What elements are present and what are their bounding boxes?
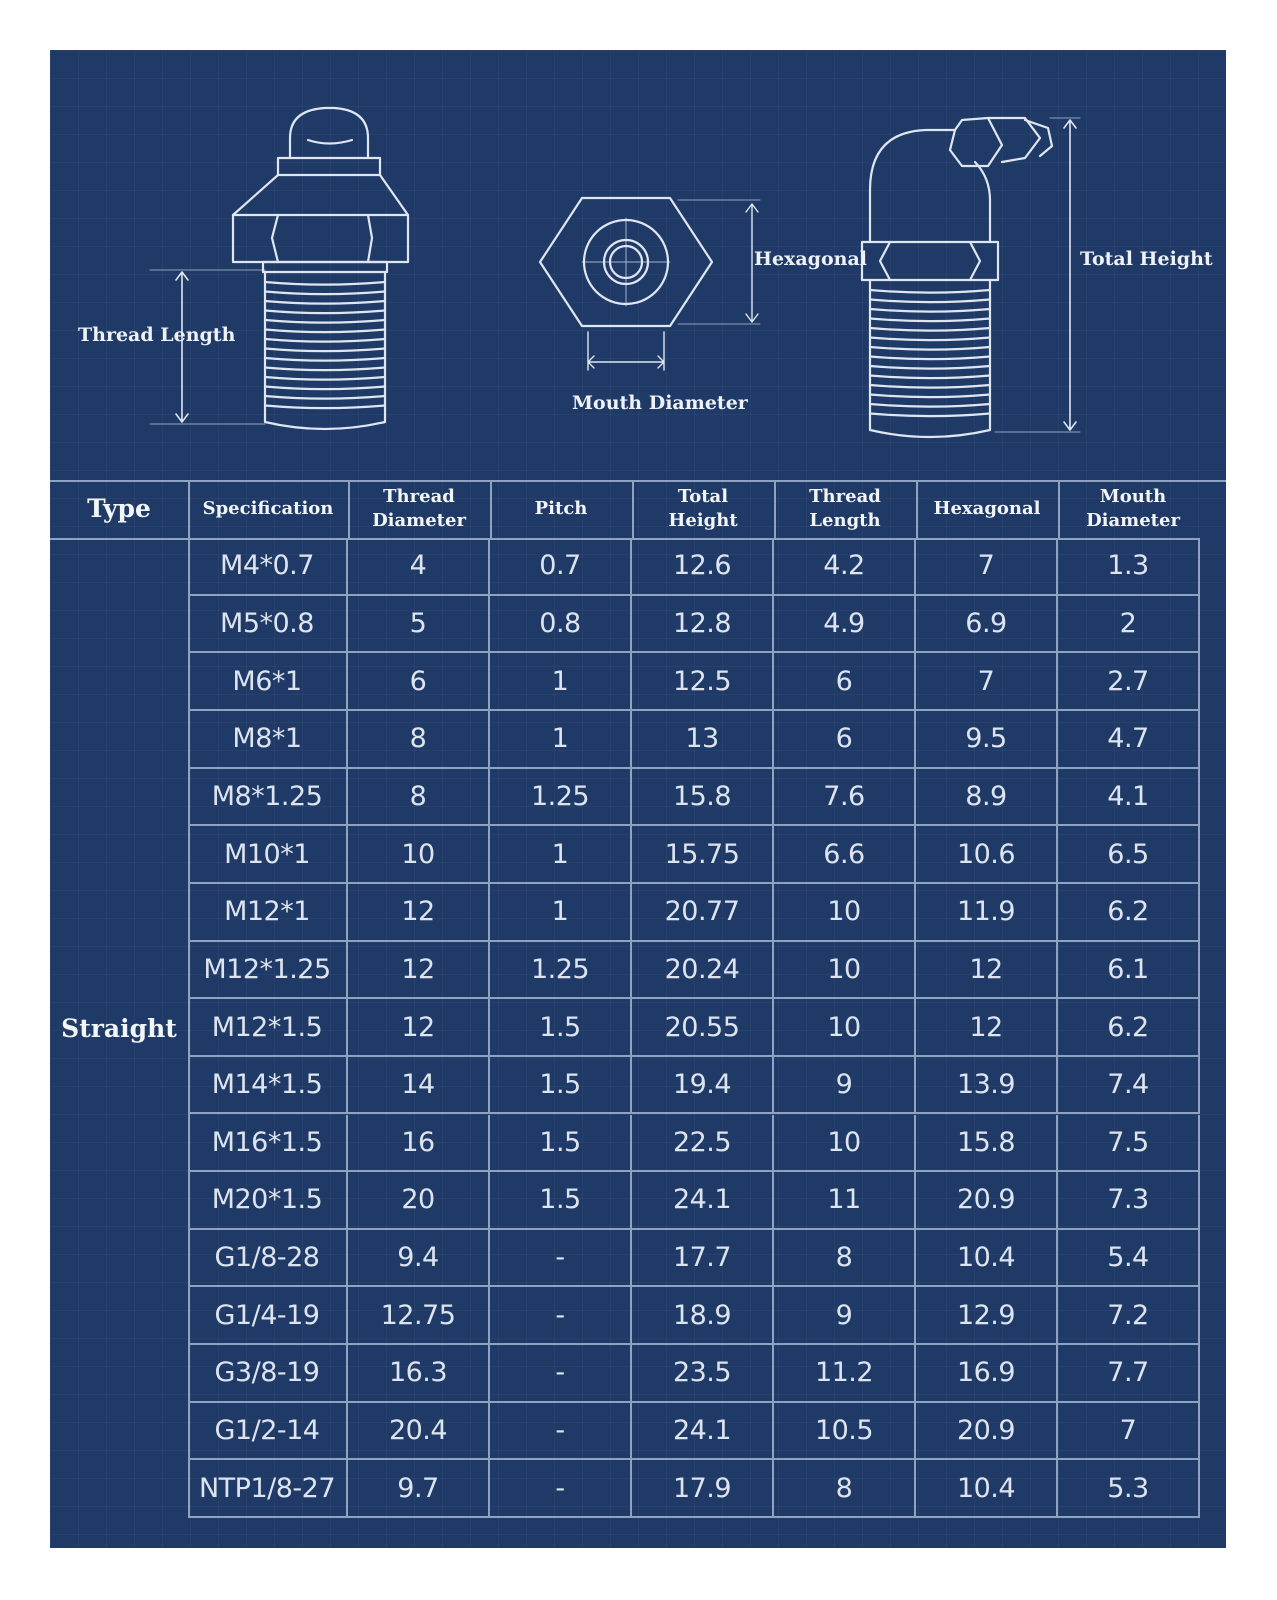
hexagonal-cell: 20.9 — [916, 1403, 1058, 1461]
thread-length-cell: 4.9 — [774, 596, 916, 654]
mouth-diameter-cell: 4.7 — [1058, 711, 1200, 769]
thread-length-cell: 8 — [774, 1460, 916, 1518]
header-divider — [490, 480, 492, 538]
pitch-cell: 1 — [490, 653, 632, 711]
pitch-cell: 1 — [490, 826, 632, 884]
hexagonal-cell: 15.8 — [916, 1115, 1058, 1173]
hexagonal-cell: 10.4 — [916, 1460, 1058, 1518]
header-divider — [1058, 480, 1060, 538]
mouth-diameter-cell: 7.3 — [1058, 1172, 1200, 1230]
hexagonal-cell: 12 — [916, 999, 1058, 1057]
thread-length-cell: 10.5 — [774, 1403, 916, 1461]
header-thread-length: Thread Length — [809, 486, 881, 531]
thread-length-cell: 7.6 — [774, 769, 916, 827]
hexagonal-cell: 9.5 — [916, 711, 1058, 769]
mouth-diameter-cell: 7.7 — [1058, 1345, 1200, 1403]
total-height-cell: 17.7 — [632, 1230, 774, 1288]
header-divider — [916, 480, 918, 538]
thread-length-cell: 10 — [774, 1115, 916, 1173]
header-total-height: Total Height — [668, 486, 738, 531]
total-height-cell: 24.1 — [632, 1172, 774, 1230]
thread-diameter-cell: 20.4 — [348, 1403, 490, 1461]
pitch-cell: - — [490, 1460, 632, 1518]
thread-diameter-cell: 10 — [348, 826, 490, 884]
thread-diameter-cell: 12 — [348, 884, 490, 942]
pitch-cell: 1.25 — [490, 942, 632, 1000]
header-type: Type — [87, 494, 151, 523]
mouth-diameter-cell: 2.7 — [1058, 653, 1200, 711]
hexagonal-cell: 12.9 — [916, 1287, 1058, 1345]
thread-length-cell: 11.2 — [774, 1345, 916, 1403]
thread-length-cell: 4.2 — [774, 538, 916, 596]
hexagonal-cell: 11.9 — [916, 884, 1058, 942]
mouth-diameter-cell: 6.2 — [1058, 884, 1200, 942]
hexagonal-cell: 16.9 — [916, 1345, 1058, 1403]
hexagon-top-view-icon — [540, 198, 760, 370]
thread-length-label: Thread Length — [78, 324, 236, 346]
mouth-diameter-cell: 1.3 — [1058, 538, 1200, 596]
straight-fitting-icon — [150, 108, 408, 429]
thread-diameter-cell: 12 — [348, 999, 490, 1057]
total-height-cell: 20.24 — [632, 942, 774, 1000]
spec-cell: M12*1.25 — [188, 942, 348, 1000]
pitch-cell: 1.5 — [490, 1115, 632, 1173]
hexagonal-cell: 10.6 — [916, 826, 1058, 884]
header-divider — [348, 480, 350, 538]
mouth-diameter-label: Mouth Diameter — [572, 392, 748, 414]
spec-cell: G1/2-14 — [188, 1403, 348, 1461]
spec-cell: M12*1 — [188, 884, 348, 942]
mouth-diameter-cell: 7 — [1058, 1403, 1200, 1461]
thread-diameter-cell: 12 — [348, 942, 490, 1000]
spec-cell: M6*1 — [188, 653, 348, 711]
spec-cell: M12*1.5 — [188, 999, 348, 1057]
thread-length-cell: 10 — [774, 999, 916, 1057]
hexagonal-cell: 13.9 — [916, 1057, 1058, 1115]
mouth-diameter-cell: 5.4 — [1058, 1230, 1200, 1288]
hexagonal-cell: 20.9 — [916, 1172, 1058, 1230]
total-height-cell: 15.75 — [632, 826, 774, 884]
thread-length-cell: 8 — [774, 1230, 916, 1288]
thread-length-cell: 6.6 — [774, 826, 916, 884]
thread-length-cell: 11 — [774, 1172, 916, 1230]
header-pitch: Pitch — [534, 498, 588, 519]
pitch-cell: 1 — [490, 884, 632, 942]
total-height-cell: 12.5 — [632, 653, 774, 711]
angled-fitting-icon — [862, 118, 1080, 437]
hexagonal-cell: 12 — [916, 942, 1058, 1000]
total-height-cell: 15.8 — [632, 769, 774, 827]
spec-cell: G1/8-28 — [188, 1230, 348, 1288]
thread-diameter-cell: 16.3 — [348, 1345, 490, 1403]
spec-cell: M8*1 — [188, 711, 348, 769]
hexagonal-cell: 7 — [916, 653, 1058, 711]
pitch-cell: 1.25 — [490, 769, 632, 827]
total-height-cell: 20.55 — [632, 999, 774, 1057]
mouth-diameter-cell: 7.2 — [1058, 1287, 1200, 1345]
total-height-cell: 22.5 — [632, 1115, 774, 1173]
pitch-cell: - — [490, 1403, 632, 1461]
thread-diameter-cell: 6 — [348, 653, 490, 711]
hexagonal-label: Hexagonal — [754, 248, 867, 270]
hexagonal-cell: 8.9 — [916, 769, 1058, 827]
header-hexagonal: Hexagonal — [933, 498, 1041, 519]
mouth-diameter-cell: 6.2 — [1058, 999, 1200, 1057]
header-thread-diameter: Thread Diameter — [372, 486, 466, 531]
pitch-cell: 1.5 — [490, 1057, 632, 1115]
thread-length-cell: 9 — [774, 1287, 916, 1345]
total-height-cell: 13 — [632, 711, 774, 769]
mouth-diameter-cell: 2 — [1058, 596, 1200, 654]
spec-sheet-panel — [50, 50, 1226, 1548]
pitch-cell: 1 — [490, 711, 632, 769]
spec-cell: M8*1.25 — [188, 769, 348, 827]
total-height-cell: 18.9 — [632, 1287, 774, 1345]
mouth-diameter-cell: 4.1 — [1058, 769, 1200, 827]
pitch-cell: 1.5 — [490, 999, 632, 1057]
spec-cell: M5*0.8 — [188, 596, 348, 654]
hexagonal-cell: 6.9 — [916, 596, 1058, 654]
thread-diameter-cell: 8 — [348, 769, 490, 827]
fitting-diagrams — [50, 50, 1226, 480]
thread-length-cell: 6 — [774, 711, 916, 769]
mouth-diameter-cell: 7.5 — [1058, 1115, 1200, 1173]
hexagonal-cell: 10.4 — [916, 1230, 1058, 1288]
spec-cell: G3/8-19 — [188, 1345, 348, 1403]
spec-cell: M14*1.5 — [188, 1057, 348, 1115]
thread-length-cell: 9 — [774, 1057, 916, 1115]
pitch-cell: 1.5 — [490, 1172, 632, 1230]
thread-diameter-cell: 5 — [348, 596, 490, 654]
thread-diameter-cell: 9.7 — [348, 1460, 490, 1518]
spec-cell: NTP1/8-27 — [188, 1460, 348, 1518]
total-height-cell: 20.77 — [632, 884, 774, 942]
spec-cell: M20*1.5 — [188, 1172, 348, 1230]
pitch-cell: - — [490, 1287, 632, 1345]
thread-diameter-cell: 20 — [348, 1172, 490, 1230]
total-height-cell: 17.9 — [632, 1460, 774, 1518]
total-height-cell: 12.8 — [632, 596, 774, 654]
spec-cell: M16*1.5 — [188, 1115, 348, 1173]
thread-diameter-cell: 9.4 — [348, 1230, 490, 1288]
mouth-diameter-cell: 7.4 — [1058, 1057, 1200, 1115]
thread-diameter-cell: 16 — [348, 1115, 490, 1173]
pitch-cell: - — [490, 1345, 632, 1403]
spec-cell: M10*1 — [188, 826, 348, 884]
mouth-diameter-cell: 6.5 — [1058, 826, 1200, 884]
spec-cell: M4*0.7 — [188, 538, 348, 596]
mouth-diameter-cell: 5.3 — [1058, 1460, 1200, 1518]
type-straight-cell: Straight — [61, 1013, 177, 1043]
thread-length-cell: 10 — [774, 942, 916, 1000]
spec-cell: G1/4-19 — [188, 1287, 348, 1345]
thread-length-cell: 10 — [774, 884, 916, 942]
pitch-cell: - — [490, 1230, 632, 1288]
pitch-cell: 0.8 — [490, 596, 632, 654]
thread-diameter-cell: 4 — [348, 538, 490, 596]
total-height-label: Total Height — [1080, 248, 1213, 270]
header-mouth-diameter: Mouth Diameter — [1086, 486, 1180, 531]
thread-diameter-cell: 12.75 — [348, 1287, 490, 1345]
total-height-cell: 12.6 — [632, 538, 774, 596]
header-divider — [632, 480, 634, 538]
mouth-diameter-cell: 6.1 — [1058, 942, 1200, 1000]
thread-diameter-cell: 8 — [348, 711, 490, 769]
thread-diameter-cell: 14 — [348, 1057, 490, 1115]
total-height-cell: 23.5 — [632, 1345, 774, 1403]
hexagonal-cell: 7 — [916, 538, 1058, 596]
header-specification: Specification — [202, 498, 334, 519]
pitch-cell: 0.7 — [490, 538, 632, 596]
thread-length-cell: 6 — [774, 653, 916, 711]
total-height-cell: 19.4 — [632, 1057, 774, 1115]
header-divider — [774, 480, 776, 538]
total-height-cell: 24.1 — [632, 1403, 774, 1461]
